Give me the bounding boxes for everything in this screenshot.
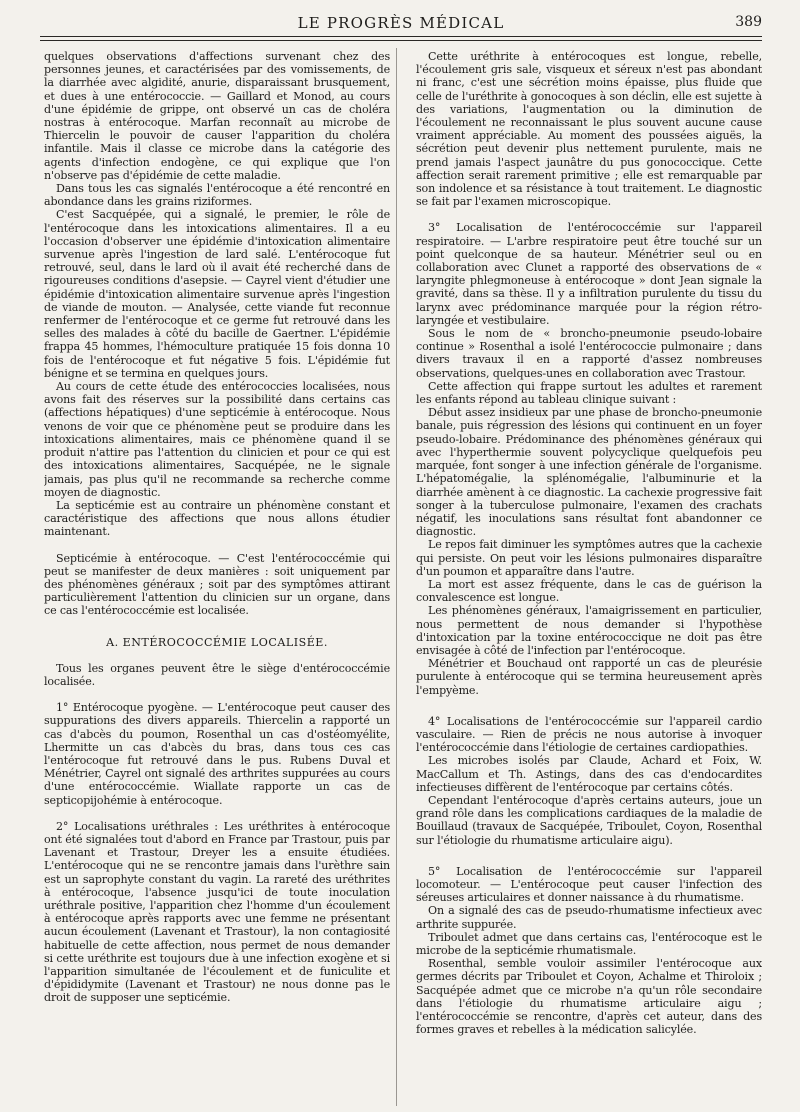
paragraph: 2° Localisations uréthrales : Les uréthrites à entérocoque ont été signalées tout d'abord en France par Trastour, puis par Lavenant et Trastour, Dreyer les a ensuite étudiées. L'entérocoque qui ne se rencontre jamais dans l'urèthre sain est un saprophyte constant du vagin. La rareté des uréthrites à entérocoque, l'absence jusqu'ici de toute inoculation uréthrale positive, l'apparition chez l'homme d'un écoulement à entérocoque après rapports avec une femme ne présentant aucun écoulement (Lavenant et Trastour), la non contagiosité habituelle de cette affection, nous permet de nous demander si cette uréthrite est toujours due à une infection exogène et si l'apparition simultanée de l'écoulement et de funiculite et d'épididymite (Lavenant et Trastour) ne nous donne pas le droit de supposer une septicémie.	[44, 819, 390, 1005]
paragraph-gap	[44, 807, 390, 820]
paragraph: Sous le nom de « broncho-pneumonie pseudo-lobaire continue » Rosenthal a isolé l'entérococcie pulmonaire ; dans divers travaux il en a rapporté d'assez nombreuses observations, quelques-unes en collaboration avec Trastour.	[416, 327, 762, 380]
section-gap	[416, 697, 762, 715]
paragraph: Triboulet admet que dans certains cas, l'entérocoque est le microbe de la septicémie rhumatismale.	[416, 930, 762, 957]
page-header	[40, 12, 762, 36]
paragraph: On a signalé des cas de pseudo-rhumatisme infectieux avec arthrite suppurée.	[416, 904, 762, 931]
paragraph: Cette uréthrite à entérocoques est longue, rebelle, l'écoulement gris sale, visqueux et séreux n'est pas abondant ni franc, c'est une sécrétion moins épaisse, plus fluide que celle de l'uréthrite à gonocoques à son déclin, elle est sujette à des variations, l'augmentation ou la diminution de l'écoulement ne reconnaissant le plus souvent aucune cause vraiment appréciable. Au moment des poussées aiguës, la sécrétion peut devenir plus nettement purulente, mais ne prend jamais l'aspect jaunâtre du pus gonococcique. Cette affection serait rarement primitive ; elle est remarquable par son indolence et sa résistance à tout traitement. Le diagnostic se fait par l'examen microscopique.	[416, 50, 762, 209]
paragraph: Début assez insidieux par une phase de broncho-pneumonie banale, puis régression des lésions qui continuent en un foyer pseudo-lobaire. Prédominance des phénomènes généraux qui avec l'hyperthermie souvent polycyclique quelquefois peu marquée, font songer à une infection générale de l'organisme. L'hépatomégalie, la splénomégalie, l'albuminurie et la diarrhée amènent à ce diagnostic. La cachexie progressive fait songer à la tuberculose pulmonaire, l'examen des crachats négatif, les inoculations sans résultat font abandonner ce diagnostic.	[416, 406, 762, 539]
paragraph: C'est Sacquépée, qui a signalé, le premier, le rôle de l'entérocoque dans les intoxications alimentaires. Il a eu l'occasion d'observer une épidémie d'intoxication alimentaire survenue après l'ingestion de lard salé. L'entérocoque fut retrouvé, seul, dans le lard où il avait été recherché dans de rigoureuses conditions d'asepsie. — Cayrel vient d'étudier une épidémie d'intoxication alimentaire survenue après l'ingestion de viande de mouton. — Analysée, cette viande fut reconnue renfermer de l'entérocoque et ce germe fut retrouvé dans les selles des malades à côté du bacille de Gaertner. L'épidémie frappa 45 hommes, l'hémoculture pratiquée 15 fois donna 10 fois de l'entérocoque et fut négative 5 fois. L'épidémie fut bénigne et se termina en quelques jours.	[44, 208, 390, 380]
paragraph-gap	[44, 688, 390, 701]
column-divider	[396, 48, 397, 1106]
paragraph: quelques observations d'affections survenant chez des personnes jeunes, et caractérisées par des vomissements, de la diarrhée avec algidité, anurie, disparaissant brusquement, et dues à une entérococcie. — Gaillard et Monod, au cours d'une épidémie de grippe, ont observé un cas de choléra nostras à entérocoque. Marfan reconnaît au microbe de Thiercelin le pouvoir de causer l'apparition du choléra infantile. Mais il classe ce microbe dans la catégorie des agents d'infection endogène, ce qui explique que l'on n'observe pas d'épidémie de cette maladie.	[44, 50, 390, 182]
paragraph: Au cours de cette étude des entérococcies localisées, nous avons fait des réserves sur la possibilité dans certains cas (affections hépatiques) d'une septicémie à entérocoque. Nous venons de voir que ce phénomène peut se produire dans les intoxications alimentaires, mais ce phénomène quand il se produit n'attire pas l'attention du clinicien et pour ce qui est des intoxications alimentaires, Sacquépée, ne le signale jamais, pas plus qu'il ne recommande sa recherche comme moyen de diagnostic.	[44, 380, 390, 499]
paragraph: Cependant l'entérocoque d'après certains auteurs, joue un grand rôle dans les complications cardiaques de la maladie de Bouillaud (travaux de Sacquépée, Triboulet, Coyon, Rosenthal sur l'étiologie du rhumatisme articulaire aigu).	[416, 793, 762, 847]
paragraph: Le repos fait diminuer les symptômes autres que la cachexie qui persiste. On peut voir les lésions pulmonaires disparaître d'un poumon et apparaître dans l'autre.	[416, 538, 762, 578]
paragraph: 5° Localisation de l'entérococcémie sur l'appareil locomoteur. — L'entérocoque peut causer l'infection des séreuses articulaires et donner naissance à du rhumatisme.	[416, 864, 762, 905]
paragraph-gap	[44, 539, 390, 552]
right-column	[416, 50, 762, 1105]
header-rule	[40, 36, 762, 37]
paragraph: La mort est assez fréquente, dans le cas de guérison la convalescence est longue.	[416, 577, 762, 605]
paragraph: Septicémie à entérocoque. — C'est l'entérococcémie qui peut se manifester de deux manières : soit uniquement par des phénomènes généraux ; soit par des symptômes attirant particulièrement l'attention du clinicien sur un organe, dans ce cas l'entérococcémie est localisée.	[44, 551, 390, 618]
paragraph: Les phénomènes généraux, l'amaigrissement en particulier, nous permettent de nous demander si l'hypothèse d'intoxication par la toxine entérococcique ne doit pas être envisagée à côté de l'infection par l'entérocoque.	[416, 604, 762, 657]
paragraph: 3° Localisation de l'entérococcémie sur l'appareil respiratoire. — L'arbre respiratoire peut être touché sur un point quelconque de sa hauteur. Ménétrier seul ou en collaboration avec Clunet a rapporté des observations de « laryngite phlegmoneuse à entérocoque » dont Jean signale la gravité, dans sa thèse. Il y a infiltration purulente du tissu du larynx avec prédominance marquée pour la région rétro-laryngée et vestibulaire.	[416, 221, 762, 327]
paragraph: La septicémie est au contraire un phénomène constant et caractéristique des affections que nous allons étudier maintenant.	[44, 498, 390, 539]
section-heading: A. ENTÉROCOCCÉMIE LOCALISÉE.	[106, 635, 328, 649]
paragraph: Dans tous les cas signalés l'entérocoque a été rencontré en abondance dans les grains riziformes.	[44, 182, 390, 209]
running-title: LE PROGRÈS MÉDICAL	[297, 14, 505, 32]
paragraph: Cette affection qui frappe surtout les adultes et rarement les enfants répond au tableau clinique suivant :	[416, 379, 762, 407]
section-gap	[44, 618, 390, 636]
paragraph: Les microbes isolés par Claude, Achard et Foix, W. MacCallum et Th. Astings, dans des cas d'endocardites infectieuses diffèrent de l'entérocoque par certains côtés.	[416, 754, 762, 794]
paragraph: Ménétrier et Bouchaud ont rapporté un cas de pleurésie purulente à entérocoque qui se termina heureusement après l'empyème.	[416, 657, 762, 697]
paragraph-gap	[416, 208, 762, 221]
paragraph: 1° Entérocoque pyogène. — L'entérocoque peut causer des suppurations des divers appareils. Thiercelin a rapporté un cas d'abcès du poumon, Rosenthal un cas d'ostéomyélite, Lhermitte un cas d'abcès du bras, dans tous ces cas l'entérocoque fut retrouvé dans le pus. Rubens Duval et Ménétrier, Cayrel ont signalé des arthrites suppurées au cours d'une entérococcémie. Wiallate rapporte un cas de septicopijohémie à entérocoque.	[44, 701, 390, 807]
section-gap	[416, 847, 762, 865]
left-column	[44, 50, 390, 1105]
header-rule-thin	[40, 40, 762, 41]
page-number: 389	[735, 14, 762, 30]
paragraph: Tous les organes peuvent être le siège d'entérococcémie localisée.	[44, 661, 390, 688]
paragraph-gap	[44, 649, 390, 662]
paragraph: 4° Localisations de l'entérococcémie sur l'appareil cardio vasculaire. — Rien de précis ne nous autorise à invoquer l'entérococcémie dans l'étiologie de certaines cardiopathies.	[416, 714, 762, 755]
paragraph: Rosenthal, semble vouloir assimiler l'entérocoque aux germes décrits par Triboulet et Coyon, Achalme et Thiroloix ; Sacquépée admet que ce microbe n'a qu'un rôle secondaire dans l'étiologie du rhumatisme articulaire aigu ; l'entérococcémie se rencontre, d'après cet auteur, dans des formes graves et rebelles à la médication salicylée.	[416, 957, 762, 1037]
